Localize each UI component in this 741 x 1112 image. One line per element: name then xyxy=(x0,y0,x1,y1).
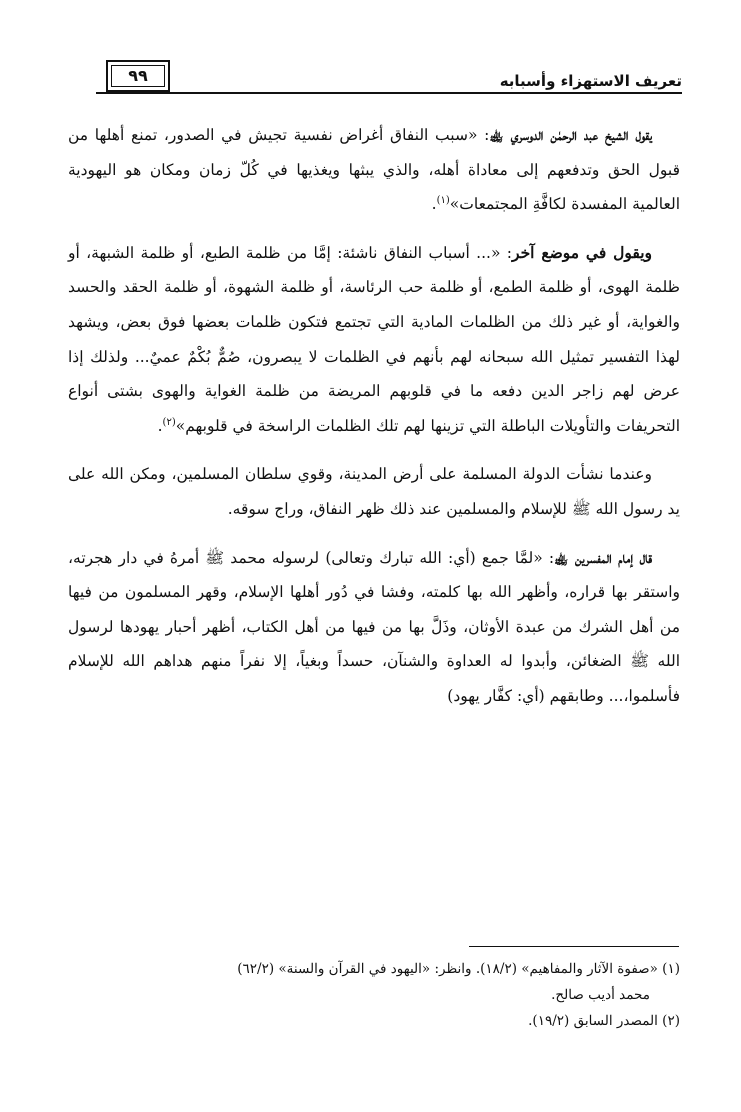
paragraph-end: . xyxy=(431,195,437,214)
paragraph-text: : «لمَّا جمع (أي: الله تبارك وتعالى) لرسوله محمد ﷺ أمرهُ في دار هجرته، واستقر بها قراره، وأظهر الله بها كلمته، وفشا في دُور أهلها الإسلام، وقهر المسلمون من فيها من أهل الشرك من عبدة الأوثان، وذَلَّ بها من فيها من أهل الكتاب، أظهر أحبار يهودها لرسول الله ﷺ الضغائن، وأبدوا له العداوة والشنآن، حسداً وبغياً، إلا نفراً منهم هداهم الله للإسلام فأسلموا،... وطابقهم (أي: كفَّار يهود) xyxy=(68,548,680,705)
paragraph-lead: يقول الشيخ عبد الرحمٰن الدوسري ﵀ xyxy=(489,125,652,144)
paragraph-text: : «سبب النفاق أغراض نفسية تجيش في الصدور، تمنع أهلها من قبول الحق وتدفعهم إلى معاداة أهله، والذي يبثها ويغذيها في كُلّ زمان ومكان هو اليهودية العالمية المفسدة لكافَّةِ المجتمعات» xyxy=(68,126,680,214)
footnote-ref: (١) xyxy=(436,195,450,207)
paragraph-hypocrisy-causes xyxy=(68,236,680,444)
body-text xyxy=(68,118,680,728)
footnote-ref: (٢) xyxy=(162,416,176,428)
footnote-1-continuation: محمد أديب صالح. xyxy=(551,987,650,1003)
footnote-1: (١) «صفوة الآثار والمفاهيم» (١٨/٢). وانظر: «اليهود في القرآن والسنة» (٦٢/٢) xyxy=(237,961,680,977)
paragraph-text: وعندما نشأت الدولة المسلمة على أرض المدينة، وقوي سلطان المسلمين، ومكن الله على يد رسول الله ﷺ للإسلام والمسلمين عند ذلك ظهر النفاق، وراج سوقه. xyxy=(68,465,680,518)
page-number-box xyxy=(106,60,170,92)
page-number: ٩٩ xyxy=(128,66,148,85)
paragraph-medina-state xyxy=(68,457,680,526)
page-header xyxy=(96,60,682,100)
running-title: تعريف الاستهزاء وأسبابه xyxy=(499,72,682,90)
header-rule xyxy=(96,92,682,94)
footnote-2: (٢) المصدر السابق (١٩/٢). xyxy=(528,1013,680,1029)
paragraph-end: . xyxy=(157,416,163,435)
paragraph-dosari-quote xyxy=(68,118,680,222)
paragraph-tabari-quote xyxy=(68,541,680,714)
paragraph-lead: ويقول في موضع آخر xyxy=(512,242,652,262)
paragraph-text: : «... أسباب النفاق ناشئة: إمَّا من ظلمة الطبع، أو ظلمة الشبهة، أو ظلمة الهوى، أو ظلمة الطمع، أو ظلمة حب الرئاسة، أو ظلمة الشهوة، أو ظلمة الحقد والحسد والغواية، أو غير ذلك من الظلمات المادية التي تجتمع فتكون ظلمات بعضها فوق بعض، ويشهد لهذا التفسير تمثيل الله سبحانه لهم بأنهم في الظلمات لا يبصرون، صُمٌّ بُكْمٌ عميٌ... ولذلك إذا عرض لهم زاجر الدين دفعه ما في قلوبهم المريضة من ظلمة الغواية والهوى بشتى أنواع التحريفات والتأويلات الباطلة التي تزينها لهم تلك الظلمات الراسخة في قلوبهم» xyxy=(68,243,680,435)
paragraph-lead: قال إمام المفسرين ﵀ xyxy=(554,547,652,567)
footnote-separator xyxy=(469,946,679,947)
footnotes xyxy=(68,956,680,1034)
